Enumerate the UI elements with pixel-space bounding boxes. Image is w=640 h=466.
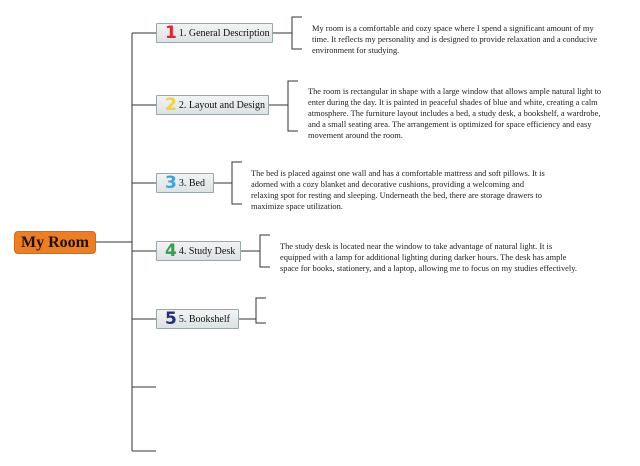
topic-label: 1. General Description: [178, 27, 270, 39]
topic-bed[interactable]: [156, 173, 214, 193]
topic-label: 3. Bed: [178, 177, 205, 189]
number-4-icon: 4: [165, 240, 177, 261]
number-2-icon: 2: [165, 94, 177, 115]
bracket-1: [292, 17, 302, 49]
bracket-3: [232, 162, 242, 204]
root-node[interactable]: My Room: [14, 231, 96, 254]
topic-description-4: The study desk is located near the window to take advantage of natural light. It is equipped with a lamp for additional lighting during darker hours. The desk has ample space for books, stationery, and a laptop, allowing me to focus on my studies effectively.: [280, 242, 577, 273]
topic-label: 4. Study Desk: [178, 245, 236, 257]
topic-bookshelf[interactable]: [156, 309, 239, 329]
topic-label: 5. Bookshelf: [178, 313, 230, 325]
bracket-4: [260, 235, 270, 267]
bracket-5: [256, 298, 266, 323]
topic-description-2: The room is rectangular in shape with a large window that allows ample natural light to enter during the day. It is painted in peaceful shades of blue and white, creating a calm atmosphere. The furniture layout includes a bed, a study desk, a bookshelf, a wardrobe, and a small seating area. The arrangement is optimized for space efficiency and easy movement around the room.: [308, 87, 602, 140]
topic-general-description[interactable]: [156, 23, 273, 43]
number-1-icon: 1: [165, 22, 177, 43]
number-5-icon: 5: [165, 308, 177, 329]
topic-layout-and-design[interactable]: [156, 95, 269, 115]
topic-description-3: The bed is placed against one wall and has a comfortable mattress and soft pillows. It is adorned with a cozy blanket and decorative cushions, providing a welcoming and relaxing spot for resting and sleeping. Underneath the bed, there are storage drawers to maximize space utilization.: [251, 169, 545, 211]
bracket-2: [288, 81, 298, 131]
topic-label: 2. Layout and Design: [178, 99, 265, 111]
topic-study-desk[interactable]: [156, 241, 241, 261]
number-3-icon: 3: [165, 172, 177, 193]
topic-description-1: My room is a comfortable and cozy space where I spend a significant amount of my time. It reflects my personality and is designed to provide relaxation and a conducive environment for studying.: [312, 24, 598, 55]
